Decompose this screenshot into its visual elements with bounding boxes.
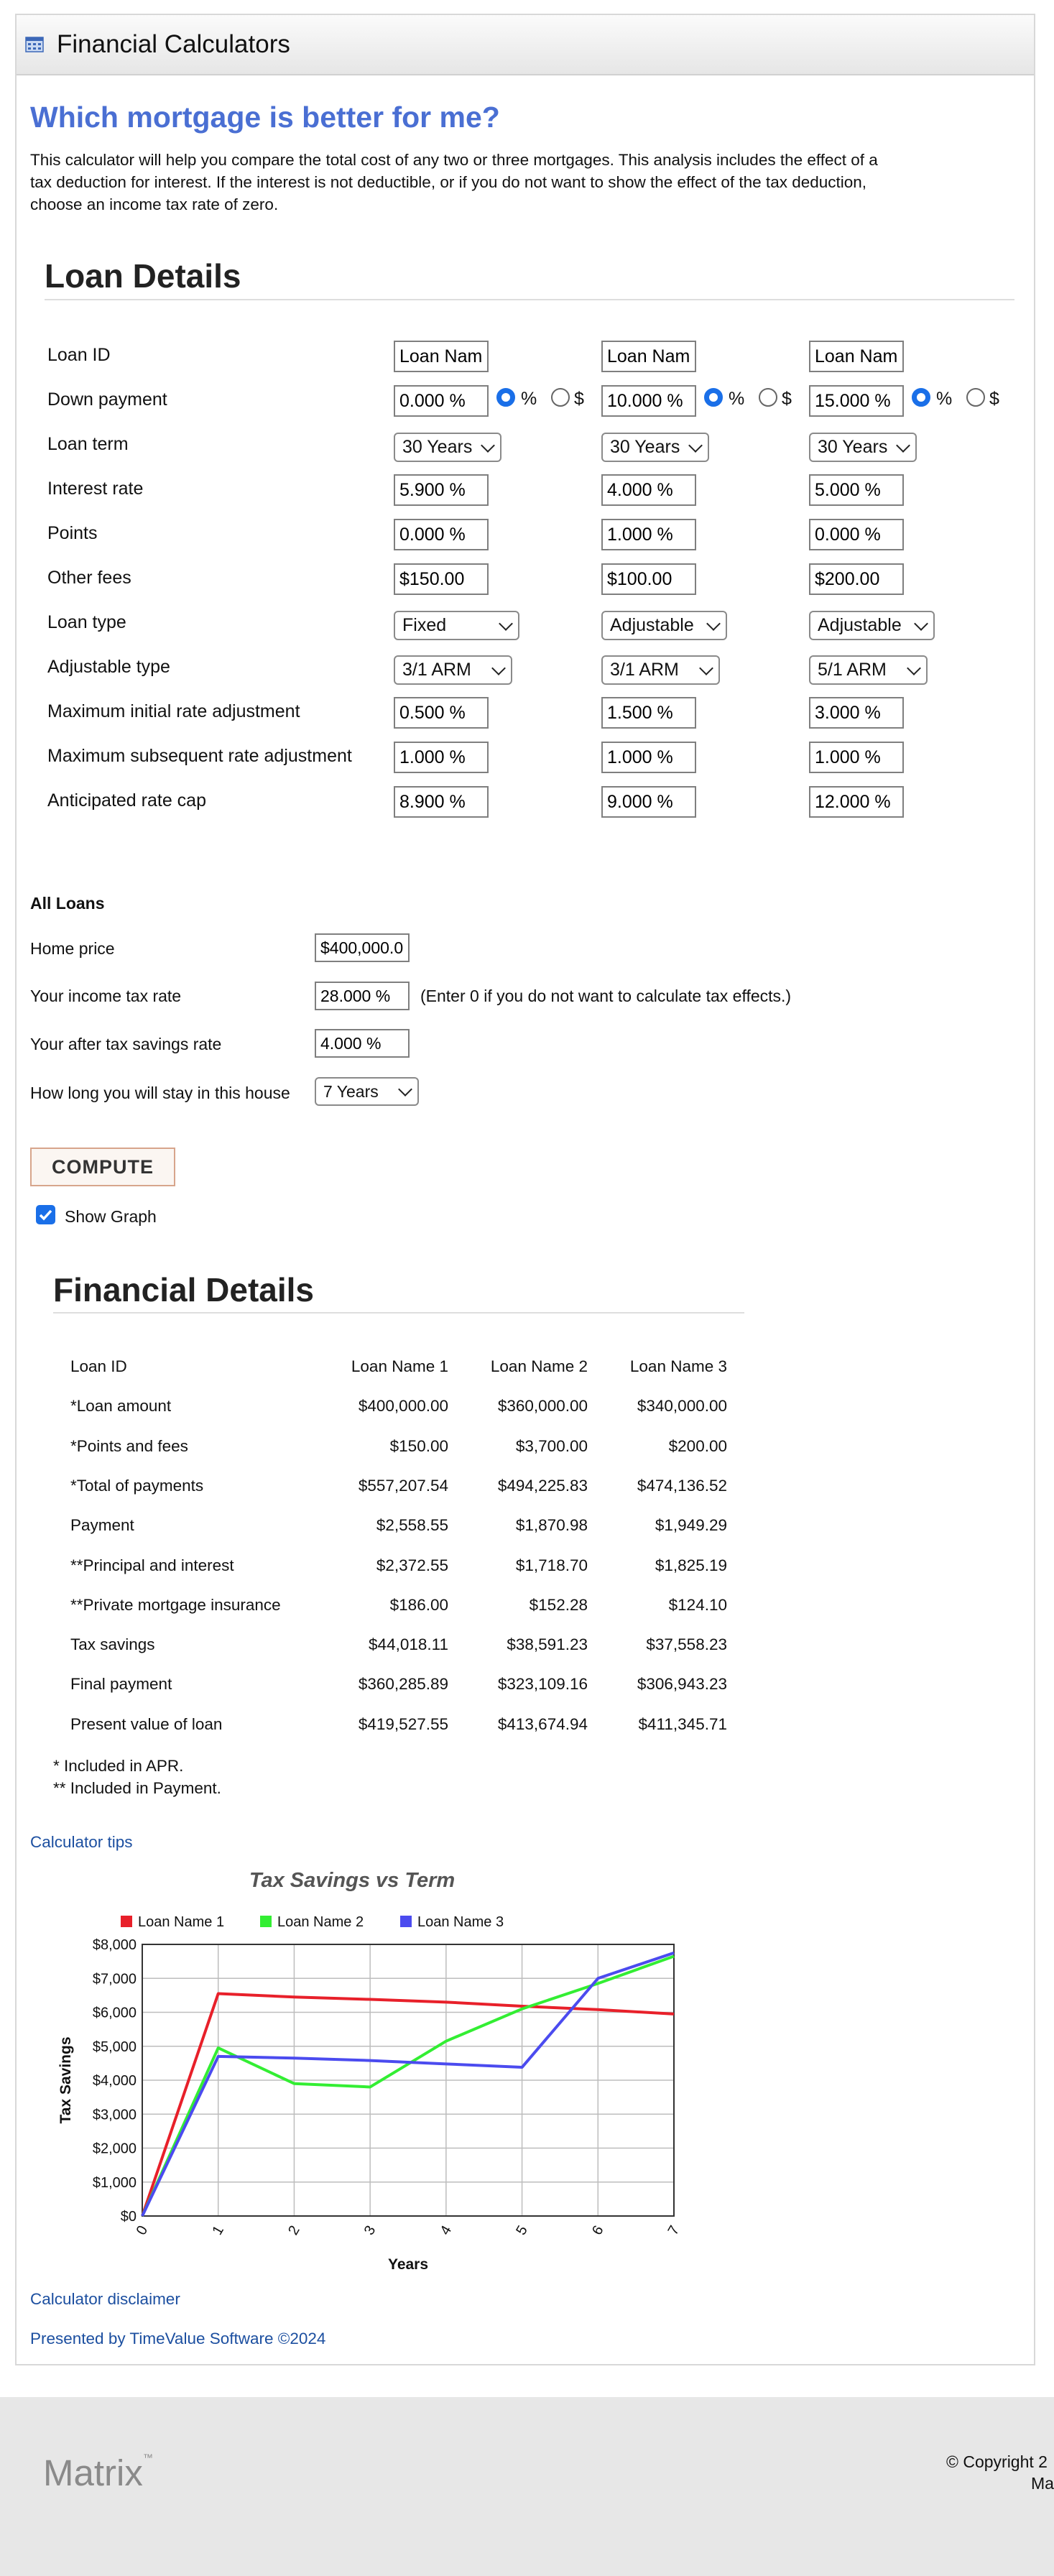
chevron-down-icon (914, 617, 928, 631)
table-cell: $186.00 (389, 1596, 448, 1614)
chart-legend-swatch (260, 1916, 272, 1927)
loan-2-adjustable-type-select[interactable] (601, 655, 720, 685)
chart-y-tick-label: $2,000 (92, 2141, 137, 2157)
checkmark-icon (36, 1205, 55, 1224)
tax-rate-label: Your income tax rate (30, 987, 182, 1005)
select-value: Adjustable (818, 615, 902, 635)
chart-title: Tax Savings vs Term (249, 1869, 456, 1892)
table-cell: $150.00 (389, 1437, 448, 1455)
chart-y-tick-label: $1,000 (92, 2174, 137, 2191)
loan-row-label: Loan term (47, 434, 129, 454)
loan-3-interest-rate-input[interactable] (809, 474, 904, 506)
tax-rate-note: (Enter 0 if you do not want to calculate tax effects.) (420, 987, 792, 1005)
chart-x-tick-label: 3 (361, 2222, 379, 2238)
chart-y-tick-label: $0 (120, 2209, 137, 2225)
chart-x-tick-label: 1 (209, 2222, 228, 2238)
table-row-label: *Total of payments (70, 1477, 204, 1495)
loan-3-max-subsequent-input[interactable] (809, 742, 904, 773)
chart-x-axis-label: Years (387, 2256, 429, 2273)
loan-3-loan-term-select[interactable] (809, 433, 917, 462)
table-cell: $3,700.00 (515, 1437, 588, 1455)
table-cell: $124.10 (668, 1596, 727, 1614)
loan-2-loan-id-input[interactable] (601, 341, 696, 372)
loan-3-adjustable-type-select[interactable] (809, 655, 928, 685)
table-header-cell: Loan Name 1 (351, 1357, 448, 1375)
loan-1-loan-id-input[interactable] (394, 341, 489, 372)
panel-title: Financial Calculators (57, 30, 290, 58)
chart-legend-label: Loan Name 2 (277, 1914, 364, 1930)
table-header-cell: Loan Name 2 (490, 1357, 588, 1375)
loan-1-adjustable-type-select[interactable] (394, 655, 512, 685)
loan-2-max-subsequent-input[interactable] (601, 742, 696, 773)
table-cell: $38,591.23 (507, 1635, 588, 1653)
table-header-cell: Loan Name 3 (629, 1357, 727, 1375)
table-row-label: *Loan amount (70, 1397, 172, 1415)
table-cell: $2,558.55 (376, 1516, 448, 1534)
chart-x-tick-label: 5 (513, 2222, 531, 2238)
table-cell: $557,207.54 (358, 1477, 448, 1495)
table-header-cell: Loan ID (70, 1357, 127, 1375)
select-value: 30 Years (402, 437, 473, 457)
table-cell: $411,345.71 (638, 1715, 727, 1733)
chart-y-tick-label: $8,000 (92, 1937, 137, 1953)
loan-1-max-initial-input[interactable] (394, 697, 489, 729)
percent-radio-label: % (936, 389, 953, 409)
chart-x-tick-label: 4 (437, 2222, 456, 2238)
footnote-apr: * Included in APR. (53, 1757, 184, 1775)
compute-button[interactable]: COMPUTE (30, 1148, 175, 1186)
table-cell: $494,225.83 (497, 1477, 588, 1495)
page-footer (0, 2397, 1054, 2576)
copyright-line-2: Ma (1031, 2474, 1054, 2493)
chart-legend-label: Loan Name 3 (417, 1914, 504, 1930)
table-row-label: Present value of loan (70, 1715, 223, 1733)
table-cell: $44,018.11 (369, 1635, 448, 1653)
table-cell: $200.00 (668, 1437, 727, 1455)
dollar-radio-label: $ (989, 389, 999, 409)
loan-row-label: Loan type (47, 612, 126, 632)
loan-2-loan-type-select[interactable] (601, 611, 727, 640)
loan-3-rate-cap-input[interactable] (809, 786, 904, 818)
loan-row-label: Points (47, 523, 98, 543)
savings-rate-label: Your after tax savings rate (30, 1035, 222, 1053)
select-value: 3/1 ARM (402, 660, 471, 680)
select-value: Fixed (402, 615, 447, 635)
loan-1-max-subsequent-input[interactable] (394, 742, 489, 773)
chevron-down-icon (907, 661, 921, 675)
loan-details-divider (45, 299, 1014, 300)
calculator-tips-link[interactable]: Calculator tips (30, 1833, 133, 1851)
loan-1-other-fees-input[interactable] (394, 563, 489, 595)
chart-legend-swatch (121, 1916, 132, 1927)
chart-y-tick-label: $3,000 (92, 2107, 137, 2123)
loan-details-title: Loan Details (45, 257, 241, 295)
show-graph-label: Show Graph (65, 1207, 157, 1226)
table-cell: $474,136.52 (637, 1477, 727, 1495)
loan-row-label: Adjustable type (47, 657, 170, 677)
financial-details-title: Financial Details (53, 1271, 315, 1308)
loan-2-loan-term-select[interactable] (601, 433, 709, 462)
table-cell: $1,949.29 (655, 1516, 727, 1534)
loan-1-dollar-radio[interactable] (551, 388, 570, 407)
copyright-line-1: © Copyright 2 (946, 2452, 1048, 2471)
show-graph-checkbox[interactable] (36, 1205, 55, 1224)
loan-1-points-input[interactable] (394, 519, 489, 550)
table-cell: $360,000.00 (497, 1397, 588, 1415)
select-value: 30 Years (818, 437, 888, 457)
loan-2-dollar-radio[interactable] (759, 388, 777, 407)
select-value: 5/1 ARM (818, 660, 887, 680)
chart-x-tick-label: 0 (133, 2222, 152, 2238)
tax-rate-input[interactable] (315, 982, 410, 1010)
loan-3-dollar-radio[interactable] (966, 388, 985, 407)
loan-1-down-payment-input[interactable] (394, 385, 489, 417)
calculator-icon (25, 37, 44, 52)
home-price-label: Home price (30, 939, 115, 958)
financial-details-divider (53, 1312, 744, 1314)
loan-2-interest-rate-input[interactable] (601, 474, 696, 506)
loan-row-label: Maximum initial rate adjustment (47, 701, 300, 721)
loan-2-other-fees-input[interactable] (601, 563, 696, 595)
chevron-down-icon (896, 438, 910, 453)
loan-3-percent-radio[interactable] (912, 388, 930, 407)
dollar-radio-label: $ (574, 389, 584, 409)
chevron-down-icon (491, 661, 506, 675)
percent-radio-label: % (729, 389, 745, 409)
loan-2-percent-radio[interactable] (704, 388, 723, 407)
calculator-disclaimer-link[interactable]: Calculator disclaimer (30, 2290, 180, 2308)
table-cell: $413,674.94 (497, 1715, 588, 1733)
page-title: Which mortgage is better for me? (30, 101, 500, 134)
chart-y-tick-label: $6,000 (92, 2005, 137, 2021)
chart-legend-swatch (400, 1916, 412, 1927)
chart-x-tick-label: 7 (665, 2222, 683, 2238)
chevron-down-icon (706, 617, 721, 631)
table-cell: $2,372.55 (376, 1556, 448, 1574)
loan-2-down-payment-input[interactable] (601, 385, 696, 417)
table-row-label: Payment (70, 1516, 134, 1534)
chart-y-tick-label: $5,000 (92, 2039, 137, 2055)
chevron-down-icon (398, 1082, 412, 1097)
loan-1-percent-radio[interactable] (496, 388, 515, 407)
loan-row-label: Other fees (47, 568, 131, 588)
loan-3-max-initial-input[interactable] (809, 697, 904, 729)
home-price-input[interactable] (315, 933, 410, 962)
chart-x-tick-label: 6 (588, 2222, 607, 2238)
loan-row-label: Loan ID (47, 345, 111, 365)
loan-1-interest-rate-input[interactable] (394, 474, 489, 506)
matrix-logo: Matrix™ (43, 2452, 153, 2493)
chart-y-tick-label: $4,000 (92, 2073, 137, 2089)
dollar-radio-label: $ (782, 389, 792, 409)
table-row-label: *Points and fees (70, 1437, 188, 1455)
savings-rate-input[interactable] (315, 1029, 410, 1058)
loan-1-rate-cap-input[interactable] (394, 786, 489, 818)
loan-3-loan-id-input[interactable] (809, 341, 904, 372)
table-cell: $323,109.16 (497, 1675, 588, 1693)
table-row-label: Tax savings (70, 1635, 155, 1653)
loan-row-label: Interest rate (47, 479, 144, 499)
table-cell: $400,000.00 (358, 1397, 448, 1415)
loan-3-other-fees-input[interactable] (809, 563, 904, 595)
table-cell: $1,718.70 (515, 1556, 588, 1574)
table-cell: $1,825.19 (655, 1556, 727, 1574)
chart-y-axis-label: Tax Savings (57, 2036, 74, 2124)
chevron-down-icon (688, 438, 703, 453)
chevron-down-icon (499, 617, 513, 631)
table-row-label: **Private mortgage insurance (70, 1596, 281, 1614)
loan-1-loan-type-select[interactable] (394, 611, 519, 640)
table-cell: $37,558.23 (646, 1635, 727, 1653)
loan-2-points-input[interactable] (601, 519, 696, 550)
loan-2-max-initial-input[interactable] (601, 697, 696, 729)
chevron-down-icon (699, 661, 713, 675)
stay-label: How long you will stay in this house (30, 1084, 290, 1102)
table-cell: $419,527.55 (358, 1715, 448, 1733)
loan-3-down-payment-input[interactable] (809, 385, 904, 417)
loan-row-label: Down payment (47, 389, 167, 410)
select-value: Adjustable (610, 615, 694, 635)
table-row-label: **Principal and interest (70, 1556, 234, 1574)
chevron-down-icon (481, 438, 495, 453)
table-cell: $360,285.89 (358, 1675, 448, 1693)
loan-row-label: Anticipated rate cap (47, 790, 206, 811)
select-value: 30 Years (610, 437, 680, 457)
all-loans-title: All Loans (30, 894, 105, 913)
table-cell: $152.28 (529, 1596, 588, 1614)
table-cell: $1,870.98 (515, 1516, 588, 1534)
select-value: 3/1 ARM (610, 660, 679, 680)
intro-text: This calculator will help you compare the total cost of any two or three mortgages. This analysis includes the effect of a tax deduction for interest. If the interest is not deductible, or if you do not want to show the effect of the tax deduction, choose an income tax rate of zero. (30, 151, 878, 213)
chart-x-tick-label: 2 (285, 2222, 303, 2238)
loan-2-rate-cap-input[interactable] (601, 786, 696, 818)
stay-select[interactable] (315, 1077, 419, 1106)
table-row-label: Final payment (70, 1675, 172, 1693)
table-cell: $340,000.00 (637, 1397, 727, 1415)
tax-savings-chart (50, 1861, 697, 2278)
percent-radio-label: % (521, 389, 537, 409)
footnote-payment: ** Included in Payment. (53, 1779, 221, 1797)
loan-3-loan-type-select[interactable] (809, 611, 935, 640)
table-cell: $306,943.23 (637, 1675, 727, 1693)
chart-legend-label: Loan Name 1 (138, 1914, 225, 1930)
presented-by-link[interactable]: Presented by TimeValue Software ©2024 (30, 2330, 326, 2348)
stay-select-value: 7 Years (323, 1081, 379, 1101)
panel-header (17, 15, 1034, 75)
chart-y-tick-label: $7,000 (92, 1971, 137, 1988)
loan-3-points-input[interactable] (809, 519, 904, 550)
loan-row-label: Maximum subsequent rate adjustment (47, 746, 352, 766)
loan-1-loan-term-select[interactable] (394, 433, 501, 462)
